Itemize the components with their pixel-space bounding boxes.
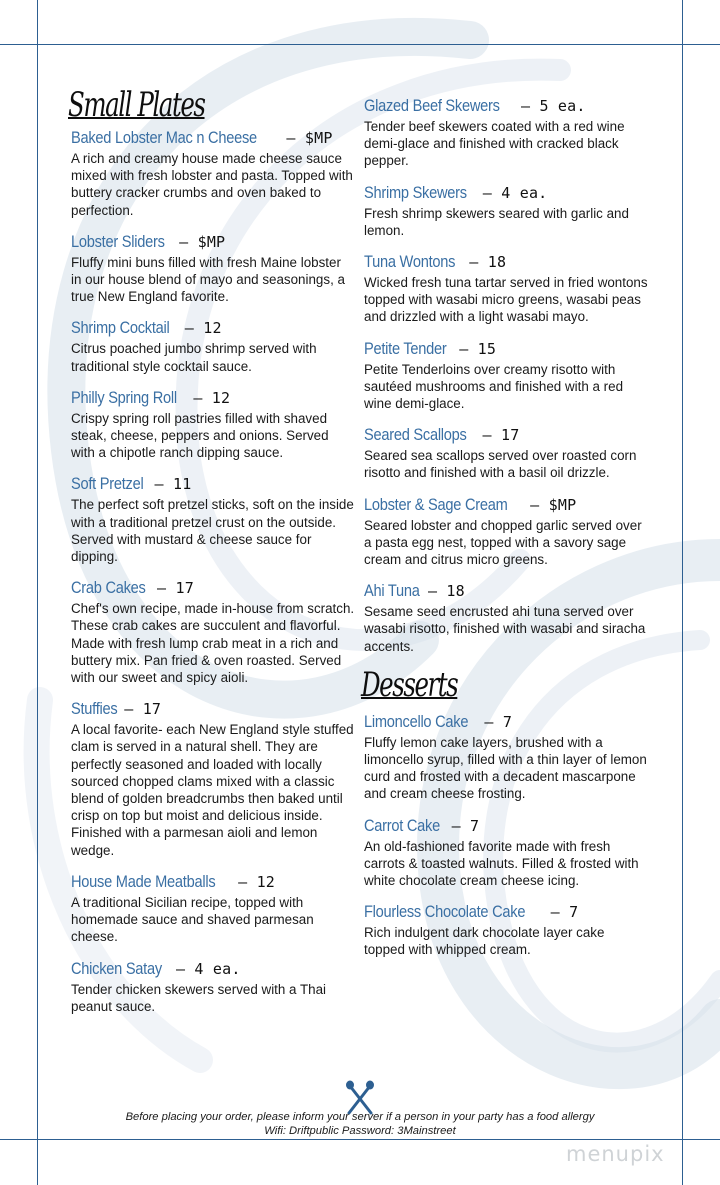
- item-price: – 7: [541, 903, 579, 922]
- item-price: – 17: [115, 700, 162, 719]
- item-name: Stuffies: [71, 699, 118, 719]
- item-name: Soft Pretzel: [71, 474, 144, 494]
- item-name: Lobster Sliders: [71, 231, 165, 251]
- menu-item: [364, 712, 648, 803]
- item-price: – 5 ea.: [511, 97, 586, 115]
- menu-item: [364, 425, 648, 481]
- item-price: – 7: [442, 816, 480, 835]
- allergy-note: Before placing your order, please inform your server if a person in your party has a food allergy: [125, 1111, 595, 1123]
- menu-item: [71, 232, 355, 306]
- item-price: – 11: [145, 475, 192, 494]
- item-name: Philly Spring Roll: [71, 387, 177, 407]
- menu-item: [364, 816, 648, 890]
- menu-item: [71, 578, 355, 686]
- menu-item: [364, 581, 648, 655]
- item-price: – $MP: [520, 495, 577, 514]
- item-description: Tender beef skewers coated with a red wine demi-glace and finished with cracked black pepper.: [364, 119, 625, 169]
- right-column: [361, 96, 648, 972]
- watermark: menupix: [566, 1142, 665, 1166]
- section-title-desserts: Desserts: [361, 664, 458, 705]
- menu-item: [71, 474, 355, 565]
- menu-item: [364, 495, 648, 569]
- item-name: Limoncello Cake: [364, 711, 469, 731]
- item-price: – 17: [147, 579, 194, 598]
- item-name: Petite Tender: [364, 338, 447, 358]
- menu-item: [364, 252, 648, 326]
- item-name: Ahi Tuna: [364, 581, 420, 601]
- item-price: – 12: [184, 388, 231, 407]
- item-name: Glazed Beef Skewers: [364, 96, 500, 115]
- item-description: Fresh shrimp skewers seared with garlic and lemon.: [364, 205, 629, 238]
- frame-line-bottom: [0, 1139, 720, 1140]
- item-price: – 18: [418, 582, 465, 601]
- item-description: Tender chicken skewers served with a Thai peanut sauce.: [71, 981, 327, 1014]
- item-name: Flourless Chocolate Cake: [364, 902, 526, 922]
- menu-item: [71, 318, 355, 374]
- item-description: A rich and creamy house made cheese sauce mixed with fresh lobster and pasta. Topped with buttery cracker crumbs and oven baked to perfection.: [71, 151, 353, 218]
- left-column: [68, 85, 355, 1028]
- item-price: – 17: [473, 426, 520, 445]
- item-name: Carrot Cake: [364, 815, 440, 835]
- menu-item: [364, 96, 648, 170]
- item-name: Shrimp Cocktail: [71, 318, 170, 338]
- section-title-small-plates: Small Plates: [68, 85, 205, 125]
- item-description: A local favorite- each New England style stuffed clam is served in a natural shell. They are perfectly seasoned and loaded with locally sourced chopped clams mixed with a classic blend of golden breadcrumbs then baked until crisp on top but moist and delicious inside. Finished with a parmesan aioli and lemon wedge.: [71, 722, 354, 858]
- item-description: Citrus poached jumbo shrimp served with traditional style cocktail sauce.: [71, 341, 317, 374]
- frame-line-left: [37, 0, 38, 1185]
- frame-line-right: [682, 0, 683, 1185]
- item-description: The perfect soft pretzel sticks, soft on the inside with a traditional pretzel crust on the outside. Served with mustard & cheese sauce for dipping.: [71, 497, 354, 565]
- item-description: Crispy spring roll pastries filled with shaved steak, cheese, peppers and onions. Served with a chipotle ranch dipping sauce.: [71, 410, 329, 461]
- menu-item: [364, 902, 648, 958]
- menu-item: [71, 959, 355, 1015]
- item-name: Seared Scallops: [364, 425, 467, 445]
- menu-item: [71, 699, 355, 859]
- item-description: Seared sea scallops served over roasted corn risotto and finished with a basil oil drizzle.: [364, 448, 637, 481]
- item-description: Chef's own recipe, made in-house from scratch. These crab cakes are succulent and flavorful. Made with fresh lump crab meat in a rich and buttery mix. Pan fried & oven roasted. Served with our sweet and spicy aioli.: [71, 601, 355, 686]
- item-description: Rich indulgent dark chocolate layer cake topped with whipped cream.: [364, 925, 605, 958]
- item-description: Fluffy mini buns filled with fresh Maine lobster in our house blend of mayo and seasonings, a true New England favorite.: [71, 254, 345, 305]
- item-name: Baked Lobster Mac n Cheese: [71, 128, 257, 147]
- item-name: Lobster & Sage Cream: [364, 494, 508, 514]
- item-price: – $MP: [169, 232, 226, 251]
- item-description: Wicked fresh tuna tartar served in fried wontons topped with wasabi micro greens, wasabi peas and drizzled with a light wasabi mayo.: [364, 275, 648, 325]
- item-price: – 15: [449, 339, 497, 358]
- item-price: – 12: [228, 872, 276, 891]
- menu-item: [364, 183, 648, 239]
- item-description: Fluffy lemon cake layers, brushed with a limoncello syrup, filled with a thin layer of lemon curd and frosted with a decadent mascarpone and cream cheese frosting.: [364, 734, 647, 802]
- item-name: Crab Cakes: [71, 578, 146, 598]
- menu-item: [71, 128, 355, 219]
- item-description: Seared lobster and chopped garlic served over a pasta egg nest, topped with a savory sage cream and citrus micro greens.: [364, 517, 642, 568]
- item-description: Petite Tenderloins over creamy risotto with sautéed mushrooms and finished with a red wine demi-glace.: [364, 361, 624, 412]
- item-name: Shrimp Skewers: [364, 182, 467, 202]
- menu-item: [71, 388, 355, 462]
- frame-line-top: [0, 44, 720, 45]
- item-price: – 12: [175, 319, 222, 338]
- item-price: – 4 ea.: [166, 959, 241, 978]
- item-description: An old-fashioned favorite made with fresh carrots & toasted walnuts. Filled & frosted with white chocolate cream cheese icing.: [364, 838, 639, 889]
- item-price: – $MP: [277, 129, 333, 147]
- item-name: House Made Meatballs: [71, 871, 216, 891]
- item-price: – 7: [475, 712, 513, 731]
- menu-item: [71, 872, 355, 946]
- item-description: A traditional Sicilian recipe, topped with homemade sauce and shaved parmesan cheese.: [71, 894, 314, 945]
- item-description: Sesame seed encrusted ahi tuna served over wasabi risotto, finished with wasabi and siracha accents.: [364, 604, 646, 654]
- menu-item: [364, 339, 648, 413]
- item-name: Chicken Satay: [71, 958, 162, 978]
- wifi-info: Wifi: Driftpublic Password: 3Mainstreet: [264, 1125, 456, 1137]
- item-name: Tuna Wontons: [364, 252, 456, 272]
- item-price: – 18: [460, 253, 507, 272]
- item-price: – 4 ea.: [473, 183, 548, 202]
